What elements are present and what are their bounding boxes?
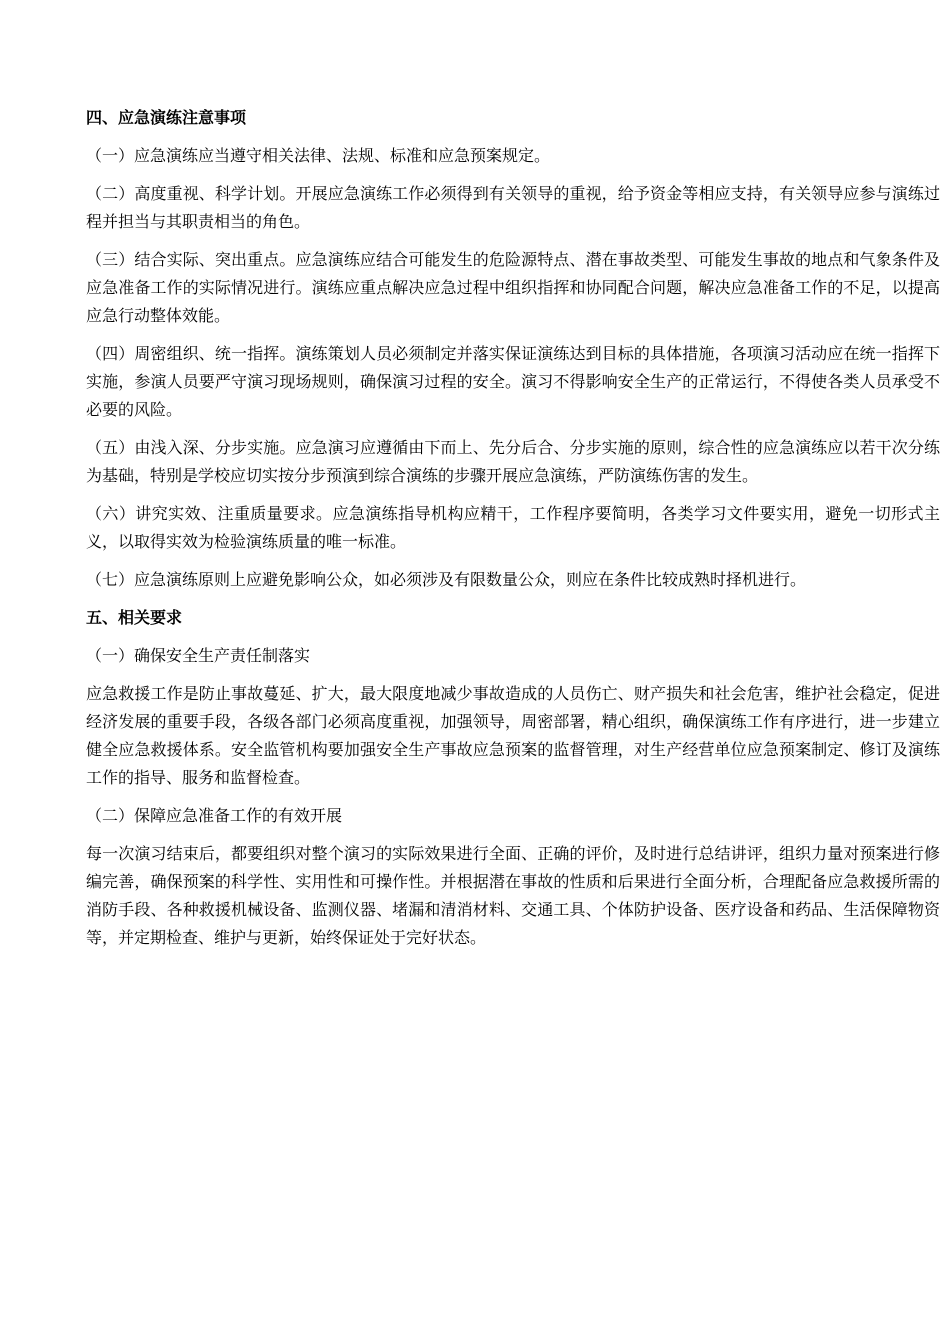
section-5-heading: 五、相关要求 — [86, 608, 183, 627]
section-5-para-2: 每一次演习结束后，都要组织对整个演习的实际效果进行全面、正确的评价，及时进行总结讲评，组织力量对预案进行修编完善，确保预案的科学性、实用性和可操作性。并根据潜在事故的性质和后果进行全面分析，合理配备应急救援所需的消防手段、各种救援机械设备、监测仪器、堵漏和清消材料、交通工具、个体防护设备、医疗设备和药品、生活保障物资等，并定期检查、维护与更新，始终保证处于完好状态。 — [86, 844, 940, 947]
section-4-item-3: （三）结合实际、突出重点。应急演练应结合可能发生的危险源特点、潜在事故类型、可能发生事故的地点和气象条件及应急准备工作的实际情况进行。演练应重点解决应急过程中组织指挥和协同配合问题，解决应急准备工作的不足，以提高应急行动整体效能。 — [86, 250, 940, 325]
section-4-item-6: （六）讲究实效、注重质量要求。应急演练指导机构应精干，工作程序要简明，各类学习文件要实用，避免一切形式主义，以取得实效为检验演练质量的唯一标准。 — [86, 504, 940, 551]
section-5-para-1: 应急救援工作是防止事故蔓延、扩大，最大限度地减少事故造成的人员伤亡、财产损失和社会危害，维护社会稳定，促进经济发展的重要手段，各级各部门必须高度重视，加强领导，周密部署，精心组织，确保演练工作有序进行，进一步建立健全应急救援体系。安全监管机构要加强安全生产事故应急预案的监督管理，对生产经营单位应急预案制定、修订及演练工作的指导、服务和监督检查。 — [86, 684, 940, 787]
section-4-item-1: （一）应急演练应当遵守相关法律、法规、标准和应急预案规定。 — [86, 146, 551, 165]
section-5-sub-1: （一）确保安全生产责任制落实 — [86, 646, 311, 665]
section-5-sub-2: （二）保障应急准备工作的有效开展 — [86, 806, 343, 825]
section-4-item-2: （二）高度重视、科学计划。开展应急演练工作必须得到有关领导的重视，给予资金等相应支持，有关领导应参与演练过程并担当与其职责相当的角色。 — [86, 184, 940, 231]
section-4-heading: 四、应急演练注意事项 — [86, 108, 247, 127]
section-4-item-4: （四）周密组织、统一指挥。演练策划人员必须制定并落实保证演练达到目标的具体措施，各项演习活动应在统一指挥下实施，参演人员要严守演习现场规则，确保演习过程的安全。演习不得影响安全生产的正常运行，不得使各类人员承受不必要的风险。 — [86, 344, 940, 419]
section-4-item-7: （七）应急演练原则上应避免影响公众，如必须涉及有限数量公众，则应在条件比较成熟时择机进行。 — [86, 570, 807, 589]
section-4-item-5: （五）由浅入深、分步实施。应急演习应遵循由下而上、先分后合、分步实施的原则，综合性的应急演练应以若干次分练为基础，特别是学校应切实按分步预演到综合演练的步骤开展应急演练，严防演练伤害的发生。 — [86, 438, 940, 485]
document-page — [86, 104, 940, 962]
